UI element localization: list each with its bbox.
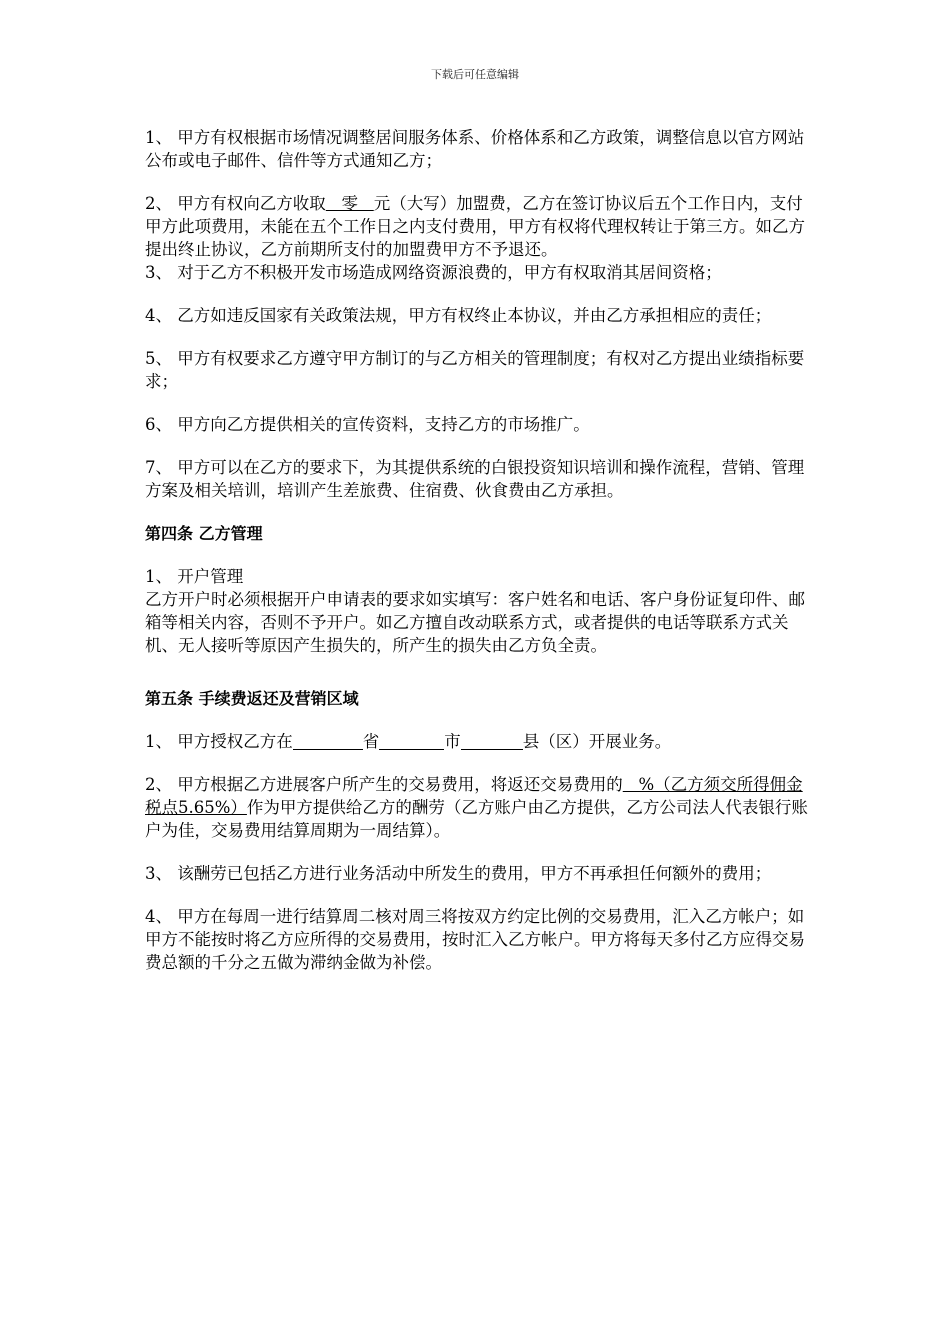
clause-4: 4、 乙方如违反国家有关政策法规，甲方有权终止本协议，并由乙方承担相应的责任； [145,306,772,325]
clause-2-rest: 元（大写）加盟费，乙方在签订协议后五个工作日内，支付甲方此项费用，未能在五个工作日之内支付费用，甲方有权将代理权转让于第三方。如乙方提出终止协议，乙方前期所支付的加盟费甲方不予退还。 [145,194,805,259]
commission-rate: %（乙方须交所得佣金税点5.65%） [145,775,803,817]
province-label: 省 [362,732,380,751]
section-5-clause-1 [145,730,815,753]
province-blank [293,731,363,750]
commission-rest: 作为甲方提供给乙方的酬劳（乙方账户由乙方提供，乙方公司法人代表银行账户为佳，交易费用结算周期为一周结算）。 [145,798,808,840]
section-5-clause-4: 4、 甲方在每周一进行结算周二核对周三将按双方约定比例的交易费用，汇入乙方帐户；如甲方不能按时将乙方应所得的交易费用，按时汇入乙方帐户。甲方将每天多付乙方应得交易费总额的千分之五做为滞纳金做为补偿。 [145,907,805,972]
region-lead: 1、 甲方授权乙方在 [145,732,293,751]
clause-7: 7、 甲方可以在乙方的要求下，为其提供系统的白银投资知识培训和操作流程，营销、管理方案及相关培训，培训产生差旅费、住宿费、伙食费由乙方承担。 [145,458,805,500]
section-4-title: 第四条 乙方管理 [145,524,263,543]
section-4-sub1-text: 乙方开户时必须根据开户申请表的要求如实填写：客户姓名和电话、客户身份证复印件、邮箱等相关内容，否则不予开户。如乙方擅自改动联系方式，或者提供的电话等联系方式关机、无人接听等原因产生损失的，所产生的损失由乙方负全责。 [145,590,805,655]
clause-3: 3、 对于乙方不积极开发市场造成网络资源浪费的，甲方有权取消其居间资格； [145,263,722,282]
section-5-title: 第五条 手续费返还及营销区域 [145,689,359,708]
page-header: 下载后可任意编辑 [431,68,519,81]
clause-2 [145,192,815,261]
clause-5: 5、 甲方有权要求乙方遵守甲方制订的与乙方相关的管理制度；有权对乙方提出业绩指标要求； [145,349,805,391]
clause-2-lead: 2、 甲方有权向乙方收取 [145,194,326,213]
commission-lead: 2、 甲方根据乙方进展客户所产生的交易费用，将返还交易费用的 [145,775,623,794]
section-4-sub1: 1、 开户管理 [145,567,244,586]
city-blank [379,731,444,750]
document-body [145,126,815,994]
city-label: 市 [444,732,461,751]
section-5-clause-2 [145,773,815,842]
county-label: 县（区）开展业务。 [522,732,672,751]
clause-6: 6、 甲方向乙方提供相关的宣传资料，支持乙方的市场推广。 [145,415,590,434]
franchise-fee-amount: 零 [325,194,374,213]
section-5-clause-3: 3、 该酬劳已包括乙方进行业务活动中所发生的费用，甲方不再承担任何额外的费用； [145,864,772,883]
county-blank [461,731,523,750]
clause-1: 1、 甲方有权根据市场情况调整居间服务体系、价格体系和乙方政策，调整信息以官方网站公布或电子邮件、信件等方式通知乙方； [145,128,805,170]
